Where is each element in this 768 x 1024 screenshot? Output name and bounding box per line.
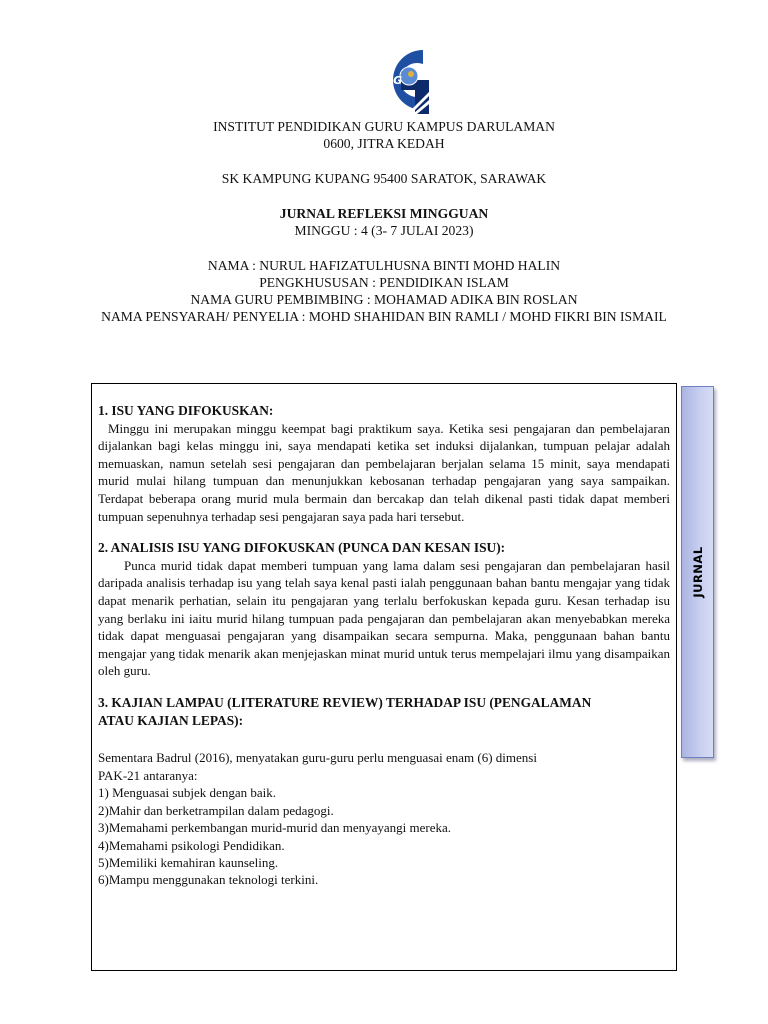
mentor-name: NAMA GURU PEMBIMBING : MOHAMAD ADIKA BIN ROSLAN: [190, 292, 578, 307]
ipg-logo: [367, 44, 431, 116]
section-3-intro-line2: PAK-21 antaranya:: [98, 767, 198, 783]
institute-name: INSTITUT PENDIDIKAN GURU KAMPUS DARULAMAN: [213, 119, 555, 134]
list-item: 2)Mahir dan berketrampilan dalam pedagogi.: [98, 802, 334, 818]
side-tab-label: JURNAL: [690, 546, 705, 598]
dimension-list: [98, 784, 670, 888]
list-item: 1) Menguasai subjek dengan baik.: [98, 785, 276, 801]
list-item: 5)Memiliki kemahiran kaunseling.: [98, 854, 279, 870]
student-name: NAMA : NURUL HAFIZATULHUSNA BINTI MOHD HALIN: [207, 258, 561, 273]
journal-title: JURNAL REFLEKSI MINGGUAN: [279, 206, 489, 221]
section-1-title: 1. ISU YANG DIFOKUSKAN:: [98, 403, 274, 418]
institute-address: 0600, JITRA KEDAH: [323, 136, 445, 151]
section-1-body: Minggu ini merupakan minggu keempat bagi praktikum saya. Ketika sesi pengajaran dan pembelajaran dijalankan bagi kelas minggu ini, saya mendapati ketika set induksi dijalankan, tumpuan pelajar adalah memuaskan, namun setelah sesi pengajaran dan pembelajaran berjalan selama 15 minit, saya mendapati murid mulai hilang tumpuan dan menunjukkan kebosanan terhadap pengajaran yang saya sampaikan. Terdapat beberapa orang murid mula bermain dan bercakap dan telah dikenal pasti tidak dapat memberi tumpuan sepenuhnya terhadap sesi pengajaran saya pada hari tersebut.: [98, 420, 670, 524]
section-2-body: Punca murid tidak dapat memberi tumpuan yang lama dalam sesi pengajaran dan pembelajaran hasil daripada analisis terhadap isu yang telah saya kenal pasti ialah penggunaan bahan bantu mengajar yang tidak dapat menarik perhatian, selain itu pengajaran yang terlalu berfokuskan kepada guru. Kesan terhadap isu yang berlaku ini iaitu murid hilang tumpuan pada pengajaran dan pembelajaran akan menyebabkan mereka tidak dapat menguasai pengajaran yang disampaikan secara sempurna. Maka, penggunaan bahan bantu mengajar yang tidak menarik akan menjejaskan minat murid untuk terus mempelajari ilmu yang disampaikan oleh guru.: [98, 557, 670, 679]
school-name: SK KAMPUNG KUPANG 95400 SARATOK, SARAWAK: [221, 171, 547, 186]
document-header: [0, 118, 768, 325]
svg-text:IPG: IPG: [381, 74, 403, 87]
journal-content-box: [91, 383, 677, 971]
list-item: 6)Mampu menggunakan teknologi terkini.: [98, 872, 319, 888]
list-item: 3)Memahami perkembangan murid-murid dan menyayangi mereka.: [98, 820, 452, 836]
week-info: MINGGU : 4 (3- 7 JULAI 2023): [294, 223, 474, 238]
lecturer-name: NAMA PENSYARAH/ PENYELIA : MOHD SHAHIDAN BIN RAMLI / MOHD FIKRI BIN ISMAIL: [101, 309, 667, 324]
section-3-title-line1: 3. KAJIAN LAMPAU (LITERATURE REVIEW) TERHADAP ISU (PENGALAMAN: [98, 694, 592, 710]
specialization: PENGKHUSUSAN : PENDIDIKAN ISLAM: [259, 275, 509, 290]
section-3-intro-line1: Sementara Badrul (2016), menyatakan guru-guru perlu menguasai enam (6) dimensi: [98, 750, 537, 766]
jurnal-side-tab: [681, 386, 714, 758]
section-3-title-line2: ATAU KAJIAN LEPAS):: [98, 712, 244, 728]
section-2-title: 2. ANALISIS ISU YANG DIFOKUSKAN (PUNCA DAN KESAN ISU):: [98, 540, 506, 556]
list-item: 4)Memahami psikologi Pendidikan.: [98, 837, 285, 853]
